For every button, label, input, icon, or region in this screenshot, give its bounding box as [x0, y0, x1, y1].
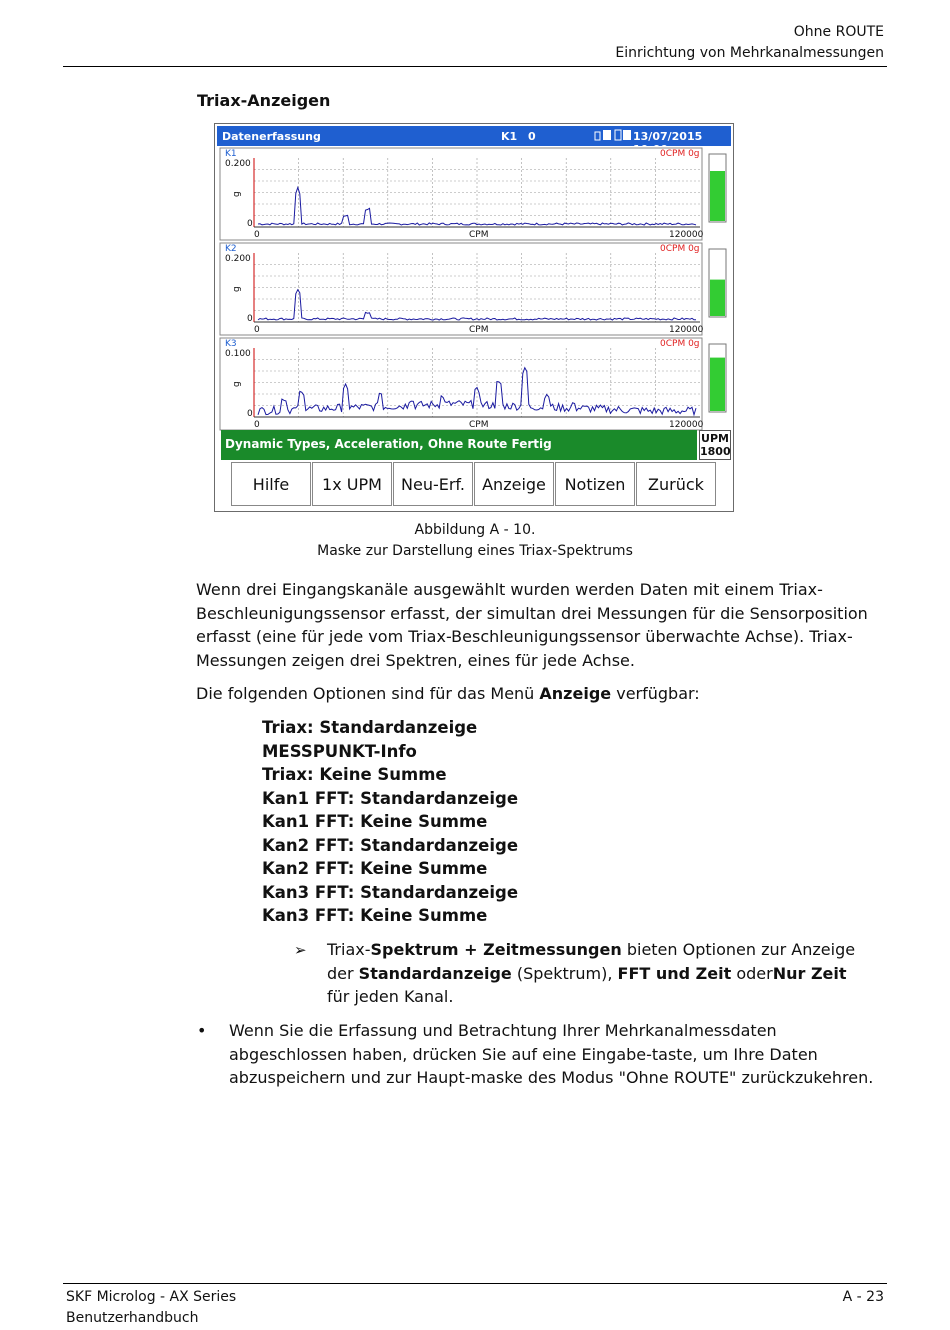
device-button-bar	[231, 462, 717, 508]
bullet-icon: •	[197, 1021, 207, 1040]
device-screenshot	[214, 123, 734, 512]
menu-option: Kan3 FFT: Standardanzeige	[262, 882, 519, 902]
bullet-text: Wenn Sie die Erfassung und Betrachtung Ihrer Mehrkanalmessdaten abgeschlossen haben, drücken Sie auf eine Eingabe-taste, um Ihre Daten abzuspeichern und zur Haupt-maske des Modus "Ohne ROUTE" zurückzukehren.	[229, 1021, 874, 1087]
x-start-label: 0	[254, 325, 260, 335]
panel-frame	[220, 148, 702, 240]
overall-value: 0CPM 0g	[660, 339, 700, 349]
text: oder	[731, 963, 773, 983]
channel-label: K2	[225, 244, 237, 254]
header-chapter: Ohne ROUTE	[793, 24, 884, 40]
panel-frame	[220, 243, 702, 335]
footer-product: SKF Microlog - AX Series	[66, 1289, 237, 1305]
overall-value: 0CPM 0g	[660, 244, 700, 254]
upm-box	[699, 430, 731, 460]
device-channel: K1	[501, 130, 518, 143]
menu-option: Triax: Standardanzeige	[262, 718, 478, 737]
device-status-icons	[594, 129, 632, 145]
level-fill	[710, 171, 725, 221]
menu-option: Kan2 FFT: Keine Summe	[262, 859, 488, 878]
paragraph-intro: Wenn drei Eingangskanäle ausgewählt wurden werden Daten mit einem Triax-Beschleunigungssensor erfasst, der simultan drei Messungen für die Sensorposition erfasst (eine für jede vom Triax-Beschleunigungssensor überwachte Achse). Triax-Messungen zeigen drei Spektren, eines für jede Achse.	[196, 580, 868, 670]
bold-text: Standardanzeige	[358, 963, 512, 983]
spectrum-panel-k3	[220, 338, 726, 430]
device-status-text: Dynamic Types, Acceleration, Ohne Route Fertig	[225, 437, 552, 451]
text: Triax-	[327, 940, 371, 959]
footer-page-number: A - 23	[842, 1289, 884, 1305]
header-section: Einrichtung von Mehrkanalmessungen	[615, 45, 884, 61]
menu-option: Kan1 FFT: Standardanzeige	[262, 788, 519, 808]
device-title: Datenerfassung	[222, 130, 321, 143]
menu-option: Kan1 FFT: Keine Summe	[262, 812, 488, 831]
menu-option: Triax: Keine Summe	[262, 765, 447, 784]
panel-frame	[220, 338, 702, 430]
y-unit-label: g	[232, 381, 242, 387]
y-max-label: 0.100	[225, 349, 251, 359]
device-statusbar	[221, 430, 697, 460]
figure-caption-number: Abbildung A - 10.	[414, 522, 536, 538]
y-zero-label: 0	[247, 314, 253, 324]
battery-usb-icon	[594, 129, 632, 142]
bold-text: Spektrum + Zeitmessungen	[370, 940, 622, 959]
y-zero-label: 0	[247, 219, 253, 229]
neu-erf-button[interactable]: Neu-Erf.	[393, 462, 473, 506]
device-channel-value: 0	[528, 130, 536, 143]
upm-label: UPM	[701, 432, 729, 445]
y-max-label: 0.200	[225, 254, 251, 264]
spectrum-panel-k1	[220, 148, 726, 240]
menu-options-list	[262, 716, 518, 928]
channel-label: K3	[225, 339, 237, 349]
x-start-label: 0	[254, 420, 260, 430]
zurueck-button[interactable]: Zurück	[636, 462, 716, 506]
overall-value: 0CPM 0g	[660, 149, 700, 159]
hilfe-button[interactable]: Hilfe	[231, 462, 311, 506]
level-fill	[710, 280, 725, 316]
upm-value: 1800	[700, 445, 731, 458]
spectrum-panel-k2	[220, 243, 726, 335]
y-unit-label: g	[232, 191, 242, 197]
x-end-label: 120000	[669, 325, 704, 335]
channel-label: K1	[225, 149, 237, 159]
figure-caption-text: Maske zur Darstellung eines Triax-Spektrums	[317, 543, 633, 559]
notizen-button[interactable]: Notizen	[555, 462, 635, 506]
text: für jeden Kanal.	[327, 987, 454, 1006]
triax-spectra	[217, 146, 733, 450]
y-unit-label: g	[232, 286, 242, 292]
x-end-label: 120000	[669, 230, 704, 240]
paragraph-text: Die folgenden Optionen sind für das Menü	[196, 684, 540, 703]
x-unit-label: CPM	[469, 325, 489, 335]
level-fill	[710, 358, 725, 411]
device-titlebar	[217, 126, 731, 146]
section-title: Triax-Anzeigen	[197, 91, 331, 110]
y-max-label: 0.200	[225, 159, 251, 169]
bold-text: Nur Zeit	[772, 963, 847, 983]
x-unit-label: CPM	[469, 230, 489, 240]
menu-option: Kan3 FFT: Keine Summe	[262, 906, 488, 925]
x-unit-label: CPM	[469, 420, 489, 430]
upm-button[interactable]: 1x UPM	[312, 462, 392, 506]
footer-rule	[63, 1283, 887, 1284]
menu-option: MESSPUNKT-Info	[262, 741, 417, 761]
menu-name: Anzeige	[539, 684, 612, 703]
y-zero-label: 0	[247, 409, 253, 419]
paragraph-text: verfügbar:	[611, 684, 700, 703]
footer-manual: Benutzerhandbuch	[66, 1310, 199, 1326]
header-rule	[63, 66, 887, 67]
x-start-label: 0	[254, 230, 260, 240]
arrow-bullet-icon: ➢	[294, 941, 307, 959]
menu-option: Kan2 FFT: Standardanzeige	[262, 835, 519, 855]
anzeige-button[interactable]: Anzeige	[474, 462, 554, 506]
paragraph-menu-intro	[196, 682, 886, 706]
arrow-item-text	[327, 938, 867, 1009]
bold-text: FFT und Zeit	[617, 963, 732, 983]
text: (Spektrum),	[511, 963, 618, 983]
device-datetime: 13/07/2015	[633, 130, 703, 143]
x-end-label: 120000	[669, 420, 704, 430]
text: bieten Optionen zur Anzeige der	[327, 940, 856, 983]
